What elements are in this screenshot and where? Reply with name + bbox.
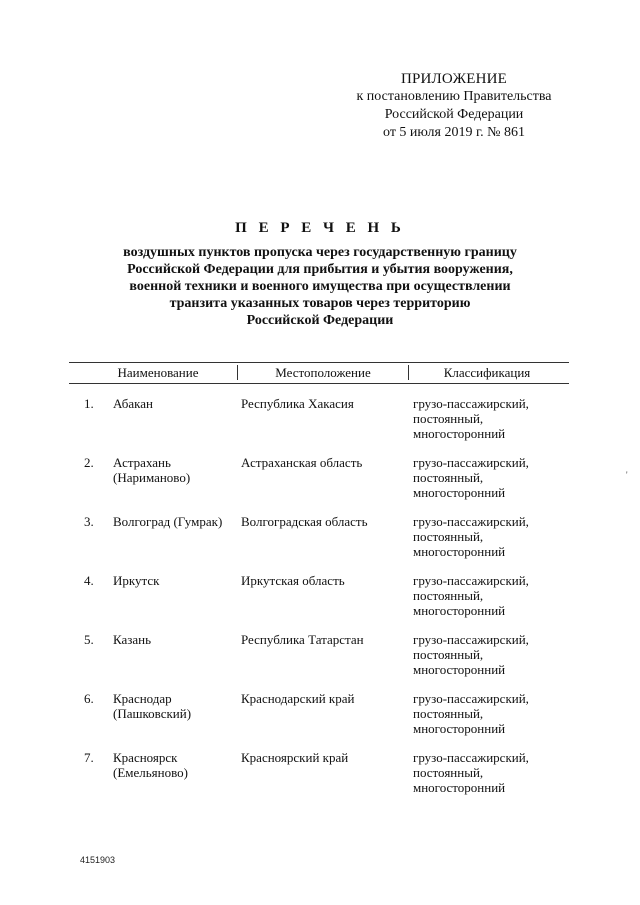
classification-line: грузо-пассажирский, xyxy=(413,514,529,529)
row-name-line: Красноярск xyxy=(113,750,178,765)
classification-line: многосторонний xyxy=(413,662,506,677)
appendix-line-3: от 5 июля 2019 г. № 861 xyxy=(383,125,525,140)
classification-line: грузо-пассажирский, xyxy=(413,455,529,470)
row-name-line: (Нариманово) xyxy=(113,470,191,485)
row-name xyxy=(113,455,238,485)
classification-line: многосторонний xyxy=(413,426,506,441)
row-name-line: Волгоград (Гумрак) xyxy=(113,514,223,529)
row-name xyxy=(113,691,238,721)
page-code: 4151903 xyxy=(80,855,116,865)
classification-line: грузо-пассажирский, xyxy=(413,573,529,588)
appendix-block xyxy=(338,70,570,142)
row-number: 3. xyxy=(84,514,94,529)
subtitle-line: транзита указанных товаров через территорию xyxy=(169,296,471,311)
row-location: Красноярский край xyxy=(241,750,349,765)
column-header-name: Наименование xyxy=(117,365,199,380)
row-number: 6. xyxy=(84,691,94,706)
appendix-line-1: к постановлению Правительства xyxy=(356,89,552,104)
row-location: Волгоградская область xyxy=(241,514,368,529)
row-name xyxy=(113,573,238,588)
column-header-classification: Классификация xyxy=(443,365,531,380)
subtitle-line: воздушных пунктов пропуска через государственную границу xyxy=(123,245,517,260)
subtitle-line: Российской Федерации для прибытия и убытия вооружения, xyxy=(127,262,513,277)
row-name xyxy=(113,396,238,411)
classification-line: постоянный, xyxy=(413,470,484,485)
row-location: Астраханская область xyxy=(241,455,363,470)
subtitle-line: военной техники и военного имущества при осуществлении xyxy=(129,279,511,294)
row-name-line: Краснодар xyxy=(113,691,172,706)
column-header-location: Местоположение xyxy=(237,365,409,380)
document-subtitle xyxy=(80,244,560,329)
row-name-line: (Пашковский) xyxy=(113,706,192,721)
row-name xyxy=(113,632,238,647)
classification-line: постоянный, xyxy=(413,588,484,603)
row-name-line: (Емельяново) xyxy=(113,765,188,780)
appendix-line-2: Российской Федерации xyxy=(384,107,524,122)
row-name-line: Абакан xyxy=(113,396,153,411)
classification-line: многосторонний xyxy=(413,544,506,559)
row-number: 1. xyxy=(84,396,94,411)
table-header xyxy=(69,362,569,384)
row-name xyxy=(113,750,238,780)
classification-line: постоянный, xyxy=(413,529,484,544)
classification-line: грузо-пассажирский, xyxy=(413,396,529,411)
classification-line: постоянный, xyxy=(413,411,484,426)
document-title: П Е Р Е Ч Е Н Ь xyxy=(235,220,405,236)
row-classification xyxy=(413,632,563,677)
classification-line: грузо-пассажирский, xyxy=(413,750,529,765)
classification-line: многосторонний xyxy=(413,485,506,500)
classification-line: многосторонний xyxy=(413,603,506,618)
classification-line: постоянный, xyxy=(413,706,484,721)
row-number: 4. xyxy=(84,573,94,588)
row-number: 7. xyxy=(84,750,94,765)
classification-line: постоянный, xyxy=(413,765,484,780)
appendix-title: ПРИЛОЖЕНИЕ xyxy=(400,71,508,87)
row-name-line: Астрахань xyxy=(113,455,171,470)
row-name-line: Иркутск xyxy=(113,573,160,588)
row-location: Краснодарский край xyxy=(241,691,355,706)
row-name xyxy=(113,514,238,529)
subtitle-line: Российской Федерации xyxy=(246,313,394,328)
row-classification xyxy=(413,573,563,618)
row-classification xyxy=(413,514,563,559)
classification-line: многосторонний xyxy=(413,721,506,736)
row-classification xyxy=(413,750,563,795)
row-location: Республика Хакасия xyxy=(241,396,354,411)
row-name-line: Казань xyxy=(113,632,152,647)
classification-line: грузо-пассажирский, xyxy=(413,632,529,647)
row-classification xyxy=(413,396,563,441)
row-classification xyxy=(413,691,563,736)
classification-line: грузо-пассажирский, xyxy=(413,691,529,706)
margin-mark: ' xyxy=(626,470,628,480)
row-classification xyxy=(413,455,563,500)
row-location: Республика Татарстан xyxy=(241,632,364,647)
classification-line: многосторонний xyxy=(413,780,506,795)
row-number: 2. xyxy=(84,455,94,470)
classification-line: постоянный, xyxy=(413,647,484,662)
row-number: 5. xyxy=(84,632,94,647)
row-location: Иркутская область xyxy=(241,573,345,588)
